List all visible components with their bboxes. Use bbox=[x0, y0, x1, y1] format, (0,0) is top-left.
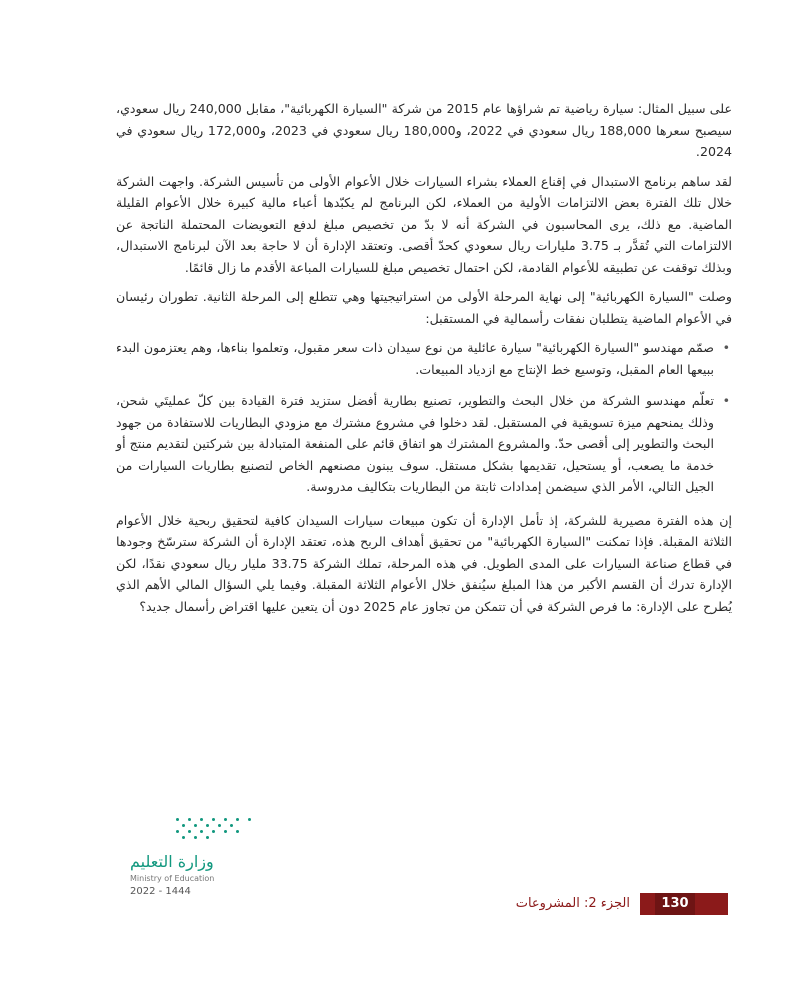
logo-dot bbox=[236, 830, 239, 833]
main-content bbox=[116, 98, 732, 625]
logo-dots-icon bbox=[176, 818, 256, 848]
page-number: 130 bbox=[655, 893, 695, 915]
paragraph-exchange-program: لقد ساهم برنامج الاستبدال في إقناع العملاء بشراء السيارات خلال الأعوام الأولى من تأسيس الشركة. واجهت الشركة خلال تلك الفترة بعض الالتزامات الأولية من العملاء، لكن البرنامج لم يكبّدها أعباء مالية كبيرة خلال الأعوام القليلة الماضية. مع ذلك، يرى المحاسبون في الشركة أنه لا بدّ من تخصيص مبلغ لدفع التعويضات المحتملة الناتجة عن الالتزامات التي تُقدَّر بـ 3.75 مليارات ريال سعودي كحدّ أقصى. وتعتقد الإدارة أن لا حاجة بعد الآن لبرنامج الاستبدال، وبذلك توقفت عن تطبيقه للأعوام القادمة، لكن احتمال تخصيص مبلغ للسيارات المباعة الأقدم ما زال قائمًا. bbox=[116, 173, 732, 275]
logo-dot bbox=[182, 824, 185, 827]
logo-dot bbox=[236, 818, 239, 821]
logo-dot bbox=[230, 824, 233, 827]
logo-dot bbox=[206, 836, 209, 839]
ministry-logo bbox=[130, 818, 250, 898]
logo-dot bbox=[194, 836, 197, 839]
logo-arabic-text: وزارة التعليم bbox=[130, 852, 214, 871]
bullet-list bbox=[116, 337, 732, 498]
paragraph-closing: إن هذه الفترة مصيرية للشركة، إذ تأمل الإدارة أن تكون مبيعات سيارات السيدان كافية لتحقيق ربحية خلال الأعوام الثلاثة المقبلة. فإذا تمكنت "السيارة الكهربائية" من تحقيق أهداف الربح هذه، تعتقد الإدارة أن الشركة سترسّخ وجودها في قطاع صناعة السيارات على المدى الطويل. في هذه المرحلة، تملك الشركة 33.75 مليار ريال سعودي نقدًا، لكن الإدارة تدرك أن القسم الأكبر من هذا المبلغ سيُنفق خلال الأعوام الثلاثة المقبلة. وفيما يلي السؤال المالي الأهم الذي يُطرح على الإدارة: ما فرص الشركة في أن تتمكن من تجاوز عام 2025 دون أن يتعين عليها اقتراض رأسمال جديد؟ bbox=[116, 512, 732, 614]
logo-dot bbox=[200, 818, 203, 821]
logo-year: 2022 - 1444 bbox=[130, 886, 191, 897]
bullet-item: • تعلّم مهندسو الشركة من خلال البحث والتطوير، تصنيع بطارية أفضل ستزيد فترة القيادة بين كلّ عمليتَي شحن، وذلك يمنحهم ميزة تسويقية في المستقبل. لقد دخلوا في مشروع مشترك مع مزودي البطاريات للاستفادة من جهود البحث والتطوير إلى أقصى حدّ. والمشروع المشترك هو اتفاق قائم على المنفعة المتبادلة بين شركتين لتقديم منتج أو خدمة ما يصعب، أو يستحيل، تقديمها بشكل مستقل. سوف يبنون مصنعهم الخاص لتصنيع بطاريات السيارات من الجيل التالي، الأمر الذي سيضمن إمدادات ثابتة من البطاريات بتكاليف مدروسة. bbox=[116, 390, 714, 498]
logo-dot bbox=[194, 824, 197, 827]
logo-english-text: Ministry of Education bbox=[130, 874, 215, 883]
section-title: الجزء 2: المشروعات bbox=[515, 896, 630, 911]
logo-dot bbox=[224, 818, 227, 821]
logo-dot bbox=[176, 818, 179, 821]
logo-dot bbox=[188, 830, 191, 833]
logo-dot bbox=[200, 830, 203, 833]
logo-dot bbox=[212, 818, 215, 821]
paragraph-example: على سبيل المثال: سيارة رياضية تم شراؤها عام 2015 من شركة "السيارة الكهربائية"، مقابل 240,000 ريال سعودي، سيصبح سعرها 188,000 ريال سعودي في 2022، و180,000 ريال سعودي في 2023، و172,000 ريال سعودي في 2024. bbox=[116, 101, 733, 159]
bullet-item: • صمّم مهندسو "السيارة الكهربائية" سيارة عائلية من نوع سيدان ذات سعر مقبول، وتعلموا بناءها، وهم يعتزمون البدء ببيعها العام المقبل، وتوسيع خط الإنتاج مع ازدياد المبيعات. bbox=[116, 337, 714, 380]
logo-dot bbox=[182, 836, 185, 839]
logo-dot bbox=[218, 824, 221, 827]
logo-dot bbox=[248, 818, 251, 821]
logo-dot bbox=[176, 830, 179, 833]
logo-dot bbox=[206, 824, 209, 827]
paragraph-phase-two: وصلت "السيارة الكهربائية" إلى نهاية المرحلة الأولى من استراتيجيتها وهي تتطلع إلى المرحلة الثانية. تطوران رئيسان في الأعوام الماضية يتطلبان نفقات رأسمالية في المستقبل: bbox=[116, 289, 732, 326]
logo-dot bbox=[212, 830, 215, 833]
logo-dot bbox=[224, 830, 227, 833]
logo-dot bbox=[188, 818, 191, 821]
